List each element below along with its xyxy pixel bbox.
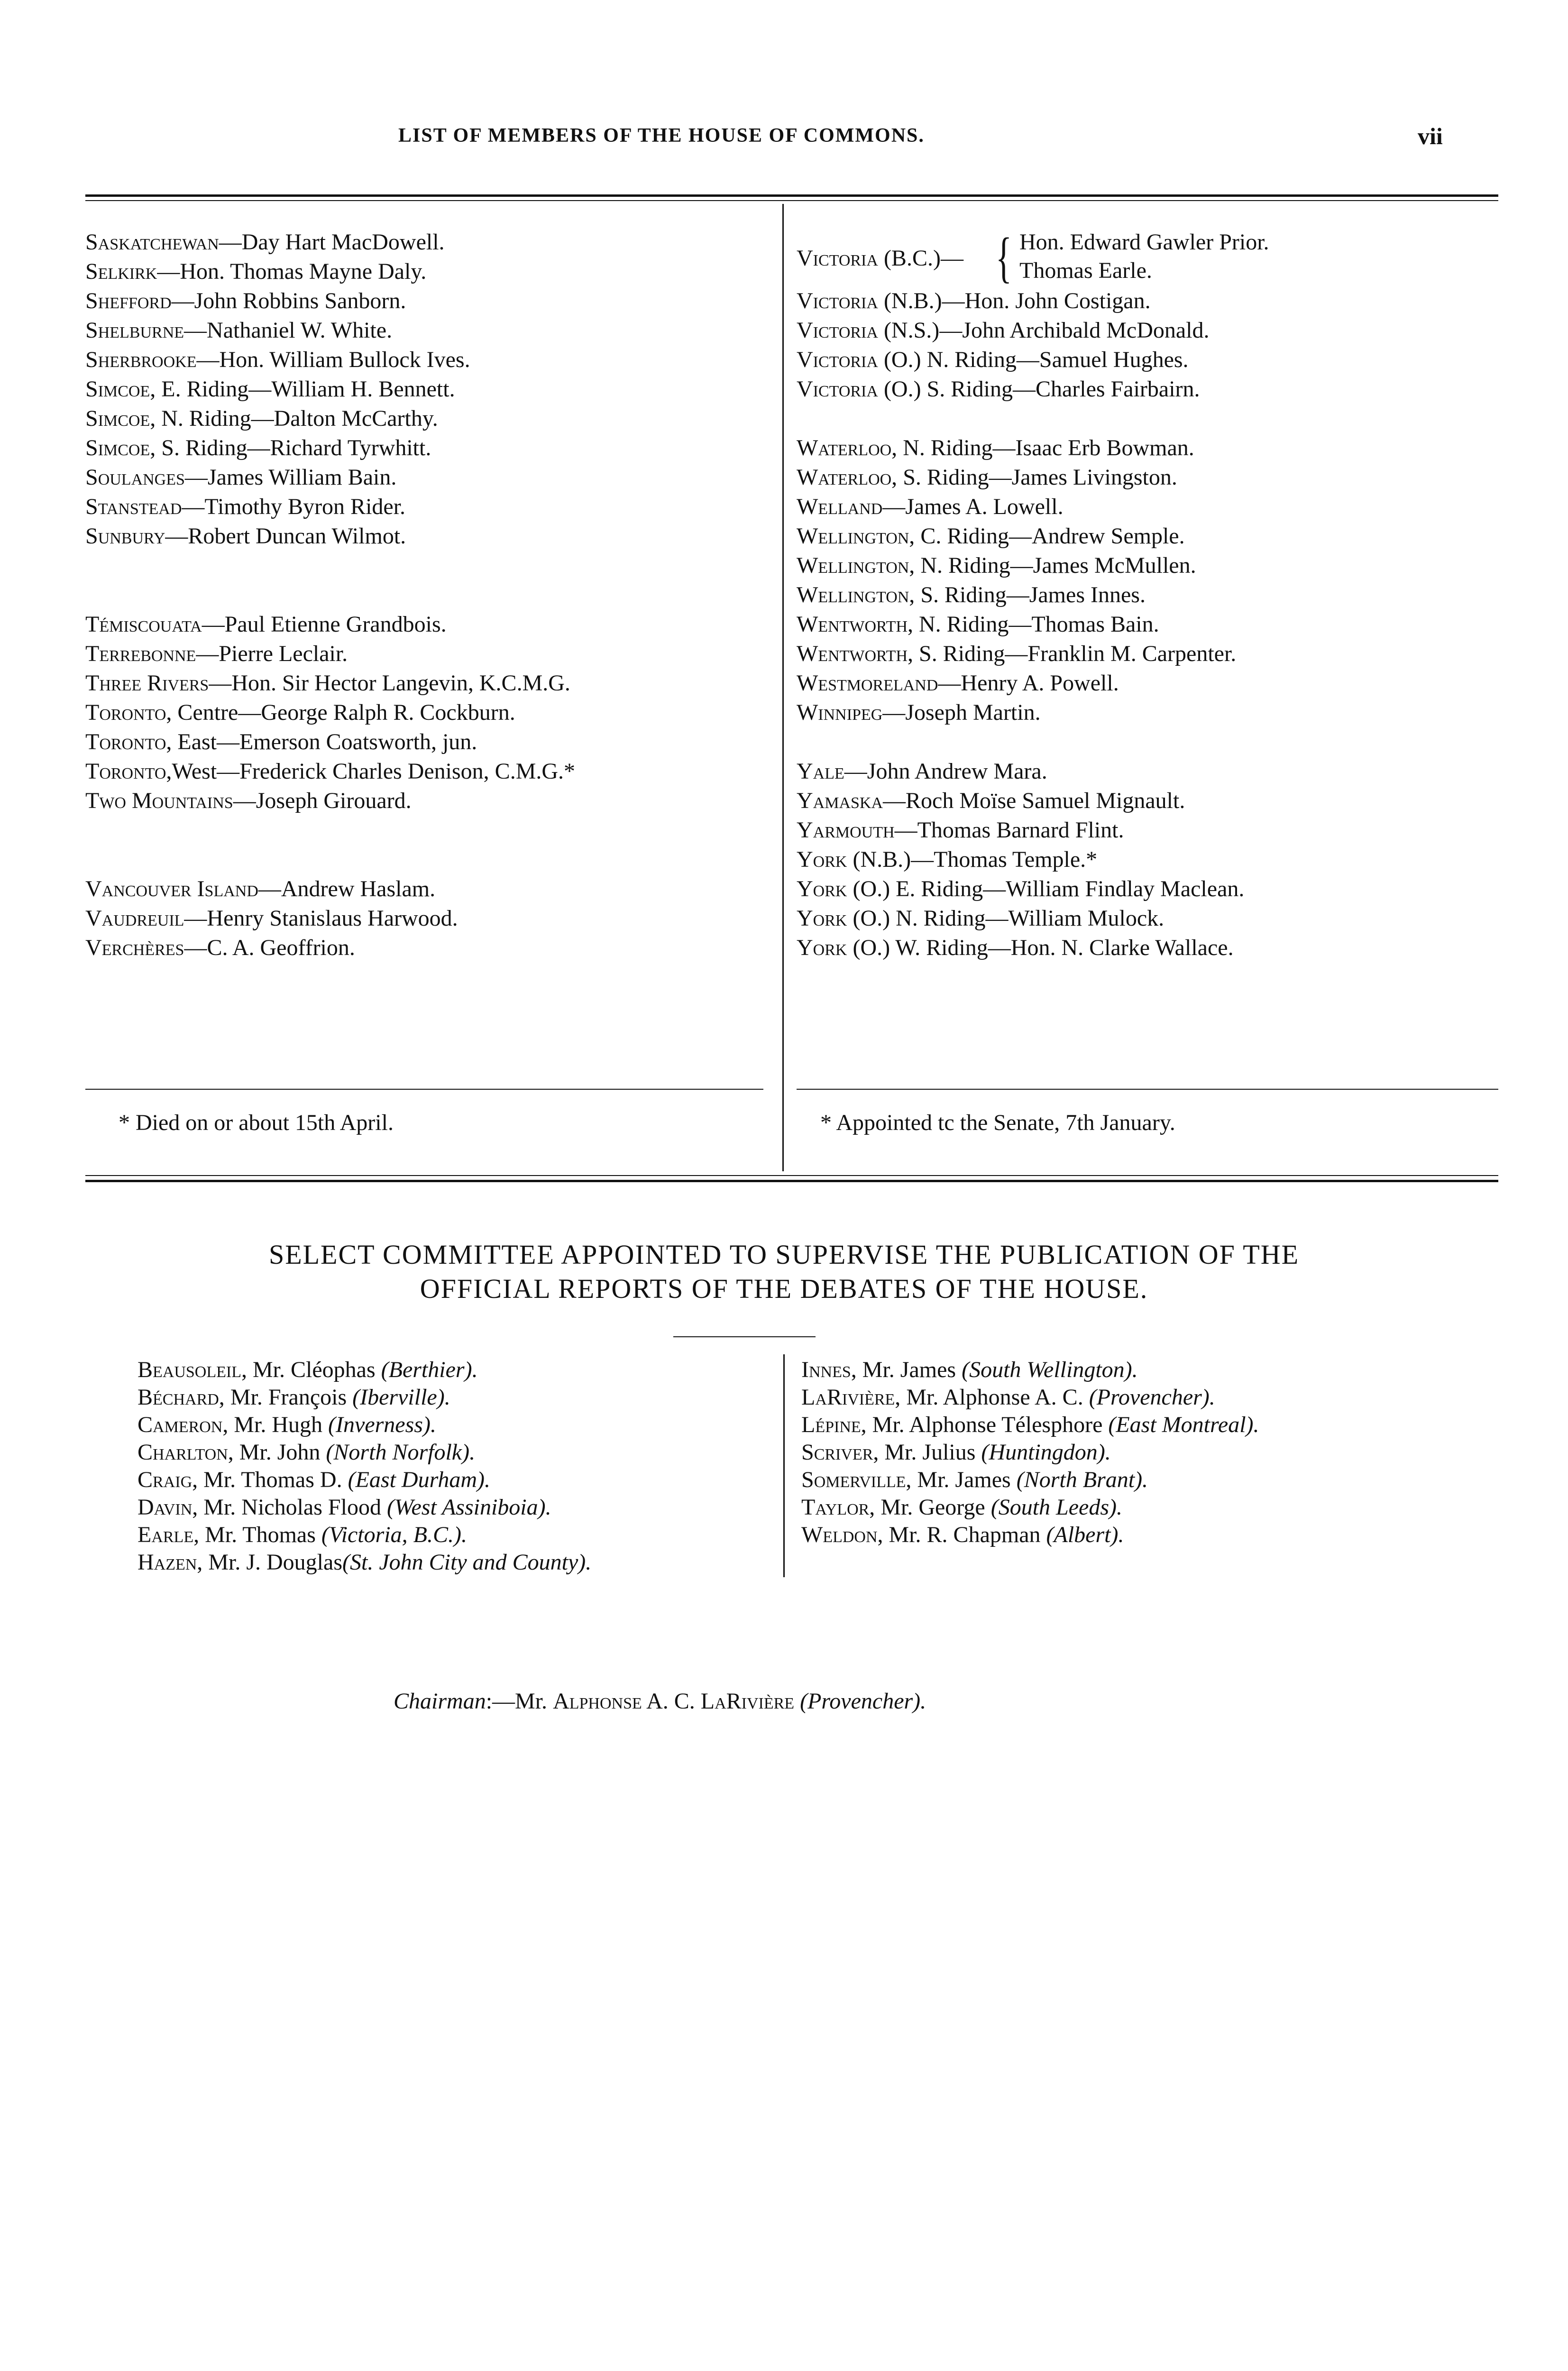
member-entry: Waterloo, N. Riding—Isaac Erb Bowman.: [797, 435, 1194, 460]
member-entry: Yamaska—Roch Moïse Samuel Mignault.: [797, 788, 1185, 813]
footnote-rule-left: [85, 1089, 763, 1090]
member-entry: Toronto,West—Frederick Charles Denison, C.M.G.*: [85, 759, 576, 784]
brace-glyph: {: [996, 226, 1012, 288]
member-entry: Selkirk—Hon. Thomas Mayne Daly.: [85, 259, 427, 284]
page-number: vii: [1418, 123, 1443, 149]
member-entry: Vancouver Island—Andrew Haslam.: [85, 876, 436, 901]
chairman-separator: :—Mr.: [486, 1689, 553, 1714]
member-entry: Wentworth, N. Riding—Thomas Bain.: [797, 612, 1159, 637]
committee-title-rule: [673, 1336, 816, 1337]
committee-member: LaRivière, Mr. Alphonse A. C. (Provencher).: [801, 1385, 1215, 1410]
footnote-right: * Appointed tc the Senate, 7th January.: [820, 1110, 1175, 1135]
constituency-label: Victoria (B.C.)—: [797, 246, 963, 271]
member-entry: Yale—John Andrew Mara.: [797, 759, 1047, 784]
top-rule: [85, 194, 1498, 197]
member-entry: York (N.B.)—Thomas Temple.*: [797, 847, 1098, 872]
running-title: LIST OF MEMBERS OF THE HOUSE OF COMMONS.: [398, 125, 925, 147]
member-entry: Toronto, East—Emerson Coatsworth, jun.: [85, 729, 477, 754]
member-entry: Shelburne—Nathaniel W. White.: [85, 318, 393, 343]
member-entry: Toronto, Centre—George Ralph R. Cockburn.: [85, 700, 515, 725]
bottom-rule: [85, 1175, 1498, 1176]
committee-member: Hazen, Mr. J. Douglas(St. John City and County).: [138, 1550, 592, 1575]
committee-chairman: [394, 1688, 926, 1714]
member-entry: Welland—James A. Lowell.: [797, 494, 1064, 519]
committee-title-line1: SELECT COMMITTEE APPOINTED TO SUPERVISE THE PUBLICATION OF THE: [268, 1239, 1300, 1270]
committee-member: Charlton, Mr. John (North Norfolk).: [138, 1440, 476, 1465]
member-entry: Victoria (N.S.)—John Archibald McDonald.: [797, 318, 1210, 343]
group-spacer: [85, 551, 763, 610]
member-entry: York (O.) W. Riding—Hon. N. Clarke Wallace.: [797, 935, 1234, 960]
member-entry: Victoria (O.) N. Riding—Samuel Hughes.: [797, 347, 1189, 372]
member-entry: Westmoreland—Henry A. Powell.: [797, 671, 1119, 696]
committee-member: Earle, Mr. Thomas (Victoria, B.C.).: [138, 1522, 467, 1547]
chairman-name: Alphonse A. C. LaRivière: [553, 1689, 800, 1714]
committee-member: Davin, Mr. Nicholas Flood (West Assiniboia).: [138, 1495, 551, 1520]
group-spacer: [797, 404, 1508, 433]
member-entry: Wellington, S. Riding—James Innes.: [797, 582, 1146, 607]
member-entry: Vaudreuil—Henry Stanislaus Harwood.: [85, 906, 458, 931]
committee-member: Weldon, Mr. R. Chapman (Albert).: [801, 1522, 1124, 1547]
committee-member: Taylor, Mr. George (South Leeds).: [801, 1495, 1123, 1520]
member-entry: Shefford—John Robbins Sanborn.: [85, 288, 406, 313]
member-entry: York (O.) N. Riding—William Mulock.: [797, 906, 1165, 931]
member-entry: Waterloo, S. Riding—James Livingston.: [797, 465, 1177, 490]
member-entry: Wentworth, S. Riding—Franklin M. Carpenter.: [797, 641, 1237, 666]
footnote-rule-right: [797, 1089, 1498, 1090]
chairman-riding: (Provencher).: [800, 1689, 926, 1714]
member-entry: Victoria (O.) S. Riding—Charles Fairbairn.: [797, 377, 1200, 402]
column-divider: [782, 204, 784, 1171]
chairman-label: Chairman: [394, 1689, 486, 1714]
committee-member: Beausoleil, Mr. Cléophas (Berthier).: [138, 1357, 478, 1382]
member-entry: York (O.) E. Riding—William Findlay Maclean.: [797, 876, 1245, 901]
member-entry: Témiscouata—Paul Etienne Grandbois.: [85, 612, 447, 637]
member-entry: Wellington, C. Riding—Andrew Semple.: [797, 524, 1185, 549]
committee-member: Innes, Mr. James (South Wellington).: [801, 1357, 1138, 1382]
member-entry: Wellington, N. Riding—James McMullen.: [797, 553, 1196, 578]
committee-right-column: [801, 1356, 1513, 1549]
committee-member: Craig, Mr. Thomas D. (East Durham).: [138, 1467, 491, 1492]
committee-member: Cameron, Mr. Hugh (Inverness).: [138, 1412, 436, 1437]
member-entry: Three Rivers—Hon. Sir Hector Langevin, K.C.M.G.: [85, 671, 570, 696]
member-entry: Sherbrooke—Hon. William Bullock Ives.: [85, 347, 470, 372]
member-entry: Simcoe, N. Riding—Dalton McCarthy.: [85, 406, 438, 431]
group-spacer: [797, 727, 1508, 757]
committee-title-line2: OFFICIAL REPORTS OF THE DEBATES OF THE HOUSE.: [420, 1273, 1148, 1304]
member-name: Thomas Earle.: [1019, 258, 1152, 283]
member-entry: Sunbury—Robert Duncan Wilmot.: [85, 524, 406, 549]
committee-member: Lépine, Mr. Alphonse Télesphore (East Montreal).: [801, 1412, 1259, 1437]
member-entry: Saskatchewan—Day Hart MacDowell.: [85, 230, 445, 255]
member-entry: Victoria (N.B.)—Hon. John Costigan.: [797, 288, 1151, 313]
committee-member: Scriver, Mr. Julius (Huntingdon).: [801, 1440, 1111, 1465]
member-entry: Simcoe, S. Riding—Richard Tyrwhitt.: [85, 435, 431, 460]
right-member-column: [797, 228, 1508, 963]
bottom-rule-thick: [85, 1180, 1498, 1182]
group-spacer: [85, 816, 763, 874]
committee-left-column: [138, 1356, 792, 1576]
member-entry: Two Mountains—Joseph Girouard.: [85, 788, 412, 813]
left-member-column: [85, 228, 763, 963]
committee-member: Somerville, Mr. James (North Brant).: [801, 1467, 1148, 1492]
member-entry: Yarmouth—Thomas Barnard Flint.: [797, 818, 1124, 843]
member-entry: Terrebonne—Pierre Leclair.: [85, 641, 348, 666]
footnote-left: * Died on or about 15th April.: [119, 1110, 394, 1135]
member-name: Hon. Edward Gawler Prior.: [1019, 230, 1269, 255]
top-rule-thin: [85, 200, 1498, 201]
member-entry: Winnipeg—Joseph Martin.: [797, 700, 1041, 725]
member-entry: Soulanges—James William Bain.: [85, 465, 397, 490]
committee-member: Béchard, Mr. François (Iberville).: [138, 1385, 450, 1410]
member-entry: Stanstead—Timothy Byron Rider.: [85, 494, 406, 519]
member-entry: Simcoe, E. Riding—William H. Bennett.: [85, 377, 455, 402]
member-entry: Verchères—C. A. Geoffrion.: [85, 935, 355, 960]
member-entry-victoria-bc: [797, 228, 1508, 286]
